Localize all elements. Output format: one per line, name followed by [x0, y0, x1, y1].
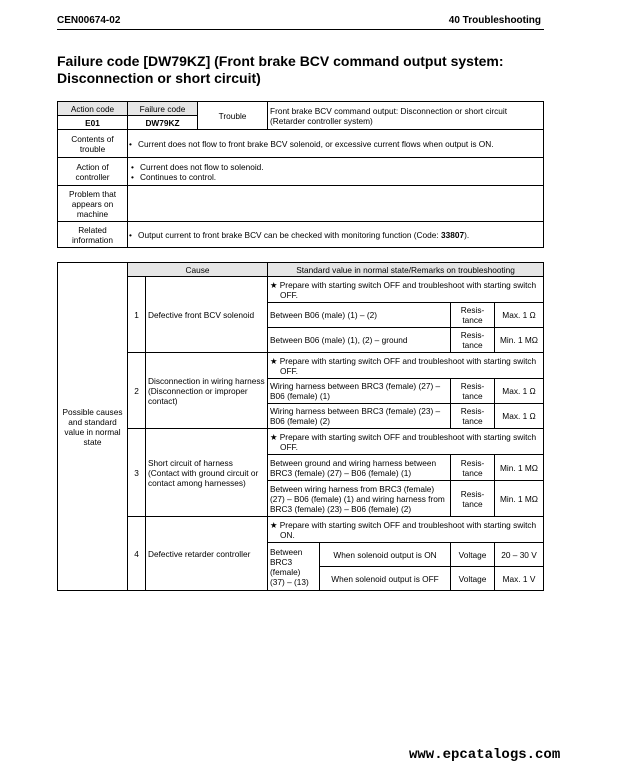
header-rule: [57, 29, 544, 30]
related-label: Related information: [58, 222, 128, 248]
action-item: • Continues to control.: [130, 172, 541, 182]
watermark[interactable]: www.epcatalogs.com: [409, 747, 561, 763]
cause-number: 2: [128, 353, 146, 429]
check-type: Resis-tance: [451, 455, 495, 481]
problem-text: [128, 186, 544, 222]
trouble-label: Trouble: [198, 102, 268, 130]
check-value: Max. 1 V: [495, 567, 544, 591]
check-value: 20 – 30 V: [495, 543, 544, 567]
check-value: Max. 1 Ω: [495, 379, 544, 404]
action-controller-text: [128, 158, 544, 186]
check-between: Between B06 (male) (1) – (2): [268, 303, 451, 328]
check-between: Between B06 (male) (1), (2) – ground: [268, 328, 451, 353]
std-header: Standard value in normal state/Remarks on troubleshooting: [268, 263, 544, 277]
problem-label: Problem that appears on machine: [58, 186, 128, 222]
check-condition: When solenoid output is ON: [320, 543, 451, 567]
action-item: • Current does not flow to solenoid.: [130, 162, 541, 172]
action-controller-label: Action of controller: [58, 158, 128, 186]
cause-text: Short circuit of harness (Contact with ground circuit or contact among harnesses): [146, 429, 268, 517]
failure-code-value: DW79KZ: [128, 116, 198, 130]
check-condition: When solenoid output is OFF: [320, 567, 451, 591]
check-type: Voltage: [451, 543, 495, 567]
contents-text: • Current does not flow to front brake BCV solenoid, or excessive current flows when output is ON.: [128, 130, 544, 158]
related-code: 33807: [441, 229, 465, 240]
cause-number: 1: [128, 277, 146, 353]
related-text: [128, 222, 544, 248]
prep-note: ★ Prepare with starting switch OFF and troubleshoot with starting switch ON.: [268, 517, 544, 543]
prep-note: ★ Prepare with starting switch OFF and troubleshoot with starting switch OFF.: [268, 353, 544, 379]
cause-number: 3: [128, 429, 146, 517]
check-type: Resis-tance: [451, 404, 495, 429]
prep-note: ★ Prepare with starting switch OFF and troubleshoot with starting switch OFF.: [268, 429, 544, 455]
summary-table: [57, 101, 544, 248]
check-between: Wiring harness between BRC3 (female) (27) – B06 (female) (1): [268, 379, 451, 404]
related-text-before: Output current to front brake BCV can be checked with monitoring function (Code:: [138, 229, 441, 240]
cause-header: Cause: [128, 263, 268, 277]
trouble-text: Front brake BCV command output: Disconnection or short circuit (Retarder controller system): [268, 102, 544, 130]
check-value: Min. 1 MΩ: [495, 481, 544, 517]
cause-text: Defective front BCV solenoid: [146, 277, 268, 353]
check-value: Max. 1 Ω: [495, 303, 544, 328]
doc-code: CEN00674-02: [57, 15, 121, 26]
failure-code-label: Failure code: [128, 102, 198, 116]
check-type: Resis-tance: [451, 328, 495, 353]
cause-text: Disconnection in wiring harness (Disconnection or improper contact): [146, 353, 268, 429]
check-value: Max. 1 Ω: [495, 404, 544, 429]
check-type: Resis-tance: [451, 303, 495, 328]
causes-table: [57, 262, 544, 591]
check-type: Voltage: [451, 567, 495, 591]
contents-label: Contents of trouble: [58, 130, 128, 158]
check-between: Wiring harness between BRC3 (female) (23) – B06 (female) (2): [268, 404, 451, 429]
cause-number: 4: [128, 517, 146, 591]
action-code-label: Action code: [58, 102, 128, 116]
related-text-after: ).: [464, 229, 470, 240]
check-value: Min. 1 MΩ: [495, 328, 544, 353]
check-between: Between BRC3 (female) (37) – (13): [268, 543, 320, 591]
prep-note: ★ Prepare with starting switch OFF and troubleshoot with starting switch OFF.: [268, 277, 544, 303]
check-between: Between ground and wiring harness between BRC3 (female) (27) – B06 (female) (1): [268, 455, 451, 481]
check-value: Min. 1 MΩ: [495, 455, 544, 481]
check-type: Resis-tance: [451, 379, 495, 404]
section-title: 40 Troubleshooting: [448, 15, 541, 26]
check-between: Between wiring harness from BRC3 (female) (27) – B06 (female) (1) and wiring harness from BRC3 (female) (23) – B06 (female) (2): [268, 481, 451, 517]
causes-row-label: Possible causes and standard value in normal state: [58, 263, 128, 591]
check-type: Resis-tance: [451, 481, 495, 517]
page-title: Failure code [DW79KZ] (Front brake BCV command output system: Disconnection or short circuit): [57, 53, 504, 86]
action-code-value: E01: [58, 116, 128, 130]
cause-text: Defective retarder controller: [146, 517, 268, 591]
